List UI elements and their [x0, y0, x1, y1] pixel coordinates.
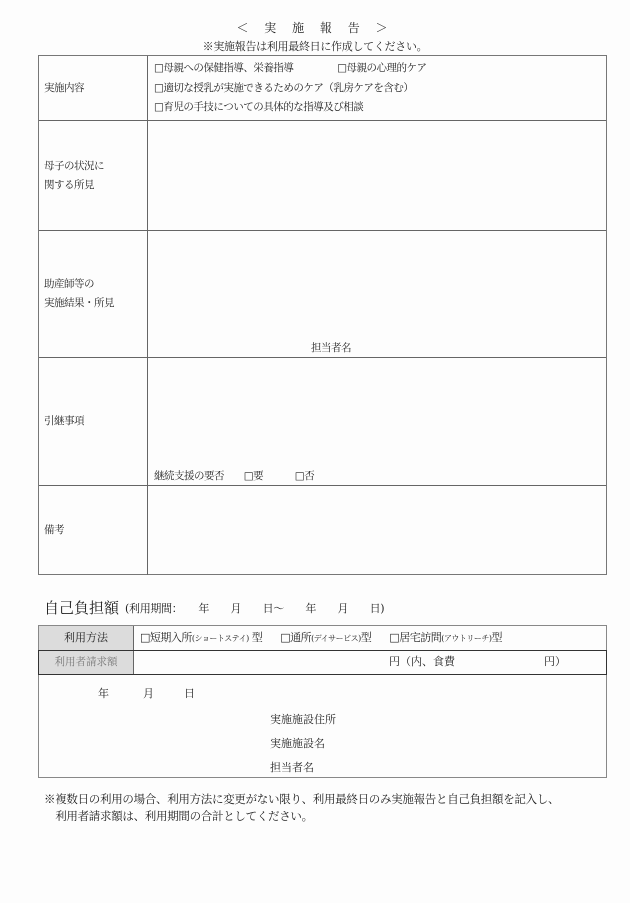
row-handover — [39, 357, 606, 485]
checkbox-health-guidance[interactable]: □母親への保健指導、栄養指導 — [154, 62, 294, 74]
checkbox-support-no[interactable]: □否 — [294, 470, 315, 482]
label-handover: 引継事項 — [39, 358, 148, 485]
footer-note: ※複数日の利用の場合、利用方法に変更がない限り、利用最終日のみ実施報告と自己負担額を記入し、 利用者請求額は、利用期間の合計としてください。 — [44, 792, 560, 823]
label-mother-child-findings: 母子の状況に 関する所見 — [39, 121, 148, 230]
row-implementation — [39, 56, 606, 120]
continue-support: 継続支援の要否 □要 □否 — [154, 470, 315, 482]
staff-name-label-2: 担当者名 — [270, 761, 314, 774]
self-pay-table — [38, 625, 607, 778]
checkbox-outreach[interactable]: □居宅訪問(アウトリーチ)型 — [389, 631, 502, 644]
handover-field[interactable] — [149, 358, 606, 485]
facility-name-label: 実施施設名 — [270, 737, 325, 750]
report-subtitle: ※実施報告は利用最終日に作成してください。 — [202, 40, 428, 53]
checkbox-short-stay[interactable]: □短期入所(ショートステイ) 型 — [140, 631, 263, 644]
label-implementation: 実施内容 — [39, 56, 148, 120]
label-billing: 利用者請求額 — [39, 651, 134, 674]
report-title: ＜ 実 施 報 告 ＞ — [236, 21, 394, 35]
row-usage-method — [39, 626, 606, 650]
checkbox-breastfeeding-care[interactable]: □適切な授乳が実施できるためのケア（乳房ケアを含む） — [154, 81, 414, 94]
staff-name-label: 担当者名 — [311, 342, 351, 354]
date-year: 年 — [98, 687, 109, 700]
facility-address-label: 実施施設住所 — [270, 713, 336, 726]
row-remarks — [39, 485, 606, 575]
signature-block — [39, 675, 606, 777]
midwife-results-field[interactable] — [149, 231, 606, 357]
date-month: 月 — [143, 687, 154, 700]
billing-meal-yen: 円） — [544, 655, 566, 668]
checkbox-support-yes[interactable]: □要 — [243, 470, 264, 482]
row-mother-child-findings — [39, 120, 606, 230]
self-pay-title: 自己負担額 — [44, 599, 120, 617]
row-midwife-results — [39, 230, 606, 357]
date-day: 日 — [184, 687, 195, 700]
usage-period: (利用期間： 年 月 日～ 年 月 日) — [125, 602, 385, 615]
checkbox-psych-care[interactable]: □母親の心理的ケア — [337, 62, 427, 74]
implementation-options — [149, 56, 606, 120]
checkbox-day-service[interactable]: □通所(デイサービス)型 — [280, 631, 372, 644]
label-midwife-results: 助産師等の 実施結果・所見 — [39, 231, 148, 357]
checkbox-childcare-guidance[interactable]: □育児の手技についての具体的な指導及び相談 — [154, 101, 364, 113]
row-billing — [38, 650, 607, 675]
label-usage-method: 利用方法 — [39, 626, 134, 650]
report-table — [38, 55, 607, 575]
billing-yen: 円（内、食費 — [389, 655, 455, 668]
mother-child-findings-field[interactable] — [149, 121, 606, 230]
label-remarks: 備考 — [39, 486, 148, 575]
usage-method-options — [140, 626, 502, 651]
remarks-field[interactable] — [149, 486, 606, 575]
